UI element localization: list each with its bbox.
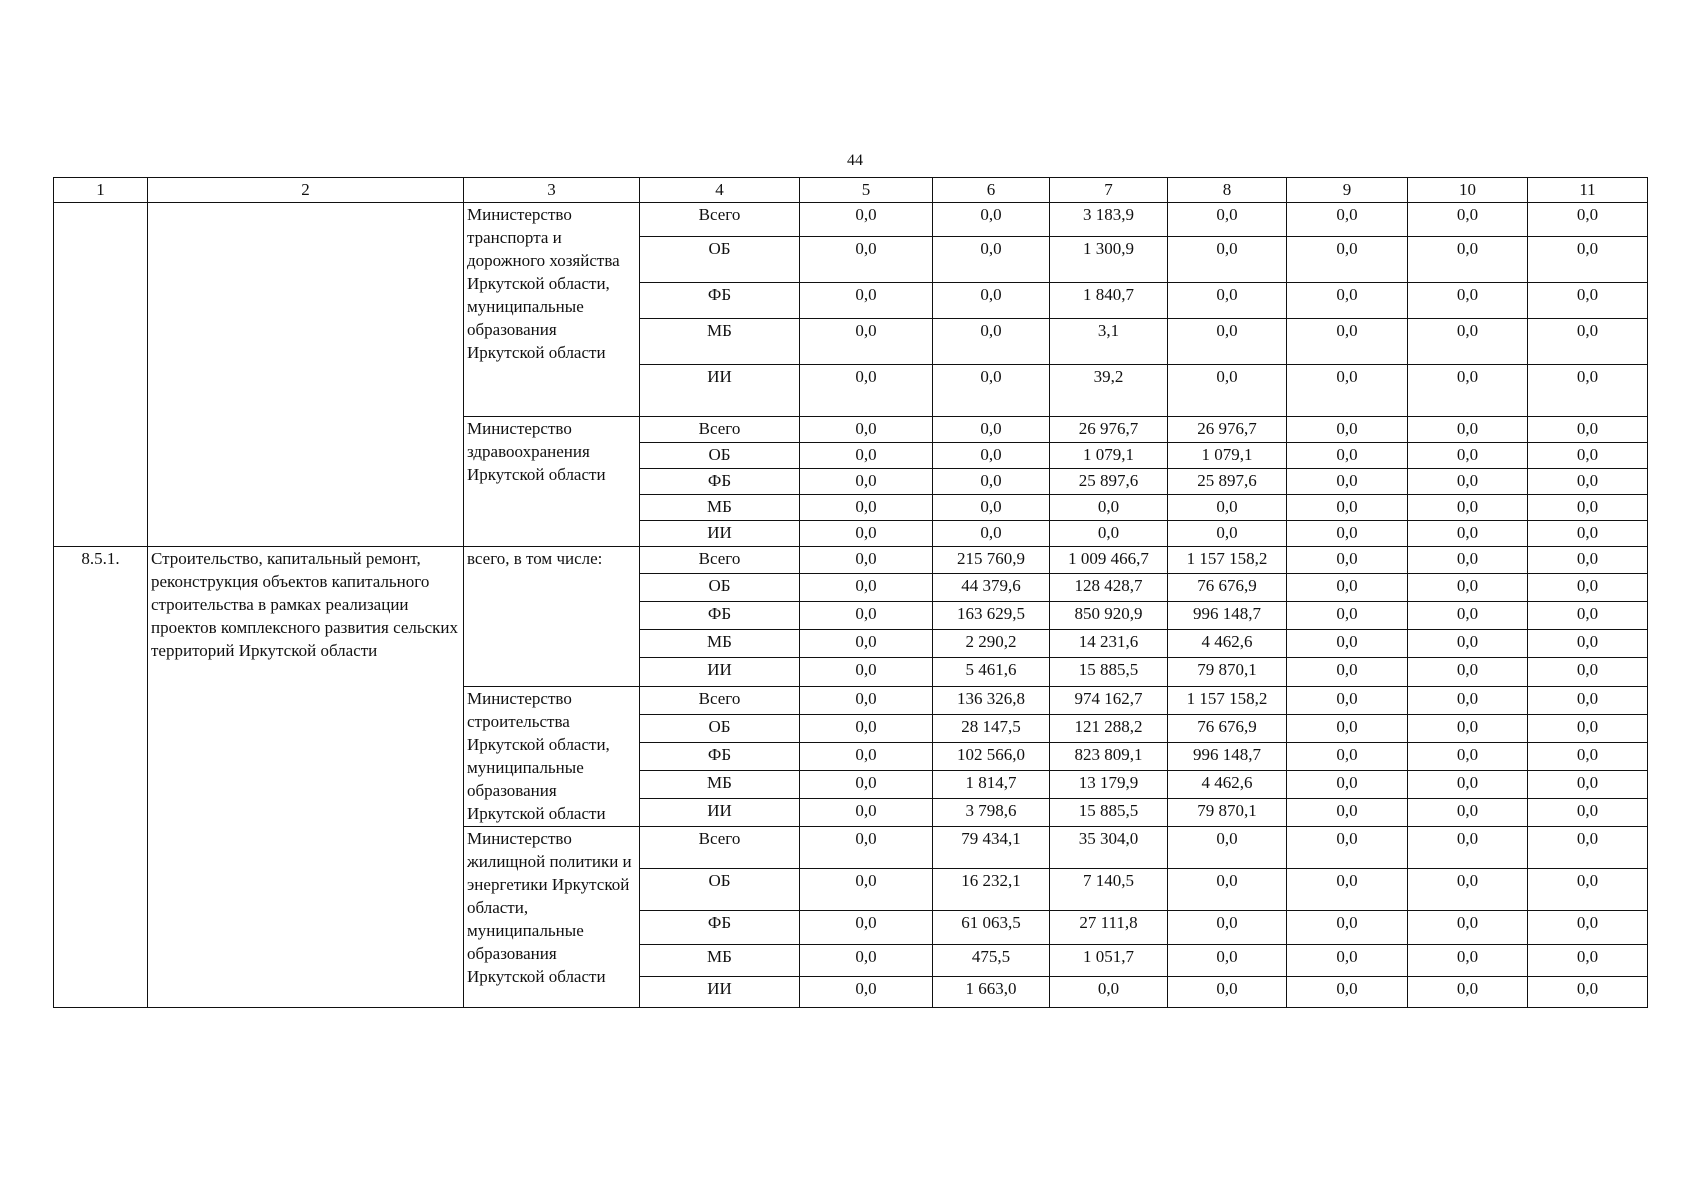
value-cell-col-10: 0,0 (1408, 658, 1528, 687)
value-cell-col-7: 15 885,5 (1050, 658, 1168, 687)
value-cell-col-10: 0,0 (1408, 827, 1528, 869)
value-cell-col-11: 0,0 (1528, 283, 1648, 319)
value-cell-col-11: 0,0 (1528, 495, 1648, 521)
column-header-2: 2 (148, 178, 464, 203)
value-cell-col-11: 0,0 (1528, 945, 1648, 977)
value-cell-col-9: 0,0 (1287, 319, 1408, 365)
value-cell-col-10: 0,0 (1408, 365, 1528, 417)
value-cell-col-8: 76 676,9 (1168, 574, 1287, 602)
value-cell-col-10: 0,0 (1408, 237, 1528, 283)
page-number: 44 (847, 152, 863, 169)
value-cell-col-7: 35 304,0 (1050, 827, 1168, 869)
value-cell-col-8: 0,0 (1168, 495, 1287, 521)
value-cell-col-5: 0,0 (800, 977, 933, 1008)
value-cell-col-7: 0,0 (1050, 495, 1168, 521)
value-cell-col-9: 0,0 (1287, 869, 1408, 911)
value-cell-col-6: 0,0 (933, 283, 1050, 319)
funding-source-cell: МБ (640, 319, 800, 365)
value-cell-col-11: 0,0 (1528, 547, 1648, 574)
value-cell-col-9: 0,0 (1287, 977, 1408, 1008)
value-cell-col-11: 0,0 (1528, 469, 1648, 495)
value-cell-col-10: 0,0 (1408, 443, 1528, 469)
value-cell-col-7: 121 288,2 (1050, 715, 1168, 743)
value-cell-col-9: 0,0 (1287, 715, 1408, 743)
value-cell-col-6: 0,0 (933, 319, 1050, 365)
value-cell-col-11: 0,0 (1528, 319, 1648, 365)
value-cell-col-11: 0,0 (1528, 443, 1648, 469)
value-cell-col-7: 1 009 466,7 (1050, 547, 1168, 574)
value-cell-col-5: 0,0 (800, 602, 933, 630)
budget-table (53, 177, 1648, 1008)
value-cell-col-9: 0,0 (1287, 687, 1408, 715)
value-cell-col-5: 0,0 (800, 827, 933, 869)
value-cell-col-10: 0,0 (1408, 869, 1528, 911)
value-cell-col-6: 61 063,5 (933, 911, 1050, 945)
value-cell-col-8: 0,0 (1168, 365, 1287, 417)
value-cell-col-11: 0,0 (1528, 365, 1648, 417)
value-cell-col-8: 1 157 158,2 (1168, 547, 1287, 574)
value-cell-col-7: 823 809,1 (1050, 743, 1168, 771)
value-cell-col-9: 0,0 (1287, 547, 1408, 574)
value-cell-col-9: 0,0 (1287, 469, 1408, 495)
value-cell-col-6: 5 461,6 (933, 658, 1050, 687)
value-cell-col-9: 0,0 (1287, 945, 1408, 977)
funding-source-cell: ОБ (640, 574, 800, 602)
value-cell-col-5: 0,0 (800, 630, 933, 658)
section-code: 8.5.1. (54, 547, 148, 1008)
value-cell-col-5: 0,0 (800, 799, 933, 827)
column-header-8: 8 (1168, 178, 1287, 203)
value-cell-col-7: 128 428,7 (1050, 574, 1168, 602)
value-cell-col-8: 79 870,1 (1168, 658, 1287, 687)
value-cell-col-11: 0,0 (1528, 237, 1648, 283)
value-cell-col-10: 0,0 (1408, 771, 1528, 799)
table-body (54, 203, 1648, 1008)
value-cell-col-6: 215 760,9 (933, 547, 1050, 574)
value-cell-col-9: 0,0 (1287, 658, 1408, 687)
value-cell-col-10: 0,0 (1408, 715, 1528, 743)
value-cell-col-10: 0,0 (1408, 469, 1528, 495)
value-cell-col-6: 16 232,1 (933, 869, 1050, 911)
section-name (148, 203, 464, 547)
value-cell-col-5: 0,0 (800, 771, 933, 799)
value-cell-col-7: 0,0 (1050, 977, 1168, 1008)
value-cell-col-9: 0,0 (1287, 203, 1408, 237)
value-cell-col-7: 1 079,1 (1050, 443, 1168, 469)
value-cell-col-11: 0,0 (1528, 715, 1648, 743)
value-cell-col-5: 0,0 (800, 365, 933, 417)
value-cell-col-7: 39,2 (1050, 365, 1168, 417)
value-cell-col-5: 0,0 (800, 469, 933, 495)
value-cell-col-10: 0,0 (1408, 417, 1528, 443)
value-cell-col-8: 996 148,7 (1168, 743, 1287, 771)
funding-source-cell: МБ (640, 771, 800, 799)
value-cell-col-7: 13 179,9 (1050, 771, 1168, 799)
value-cell-col-8: 4 462,6 (1168, 630, 1287, 658)
funding-source-cell: ФБ (640, 743, 800, 771)
value-cell-col-5: 0,0 (800, 945, 933, 977)
value-cell-col-7: 3 183,9 (1050, 203, 1168, 237)
value-cell-col-10: 0,0 (1408, 743, 1528, 771)
executor-cell: всего, в том числе: (464, 547, 640, 687)
value-cell-col-9: 0,0 (1287, 283, 1408, 319)
value-cell-col-10: 0,0 (1408, 977, 1528, 1008)
value-cell-col-11: 0,0 (1528, 574, 1648, 602)
value-cell-col-10: 0,0 (1408, 602, 1528, 630)
value-cell-col-6: 0,0 (933, 237, 1050, 283)
value-cell-col-8: 996 148,7 (1168, 602, 1287, 630)
value-cell-col-5: 0,0 (800, 495, 933, 521)
funding-source-cell: ФБ (640, 911, 800, 945)
funding-source-cell: ИИ (640, 658, 800, 687)
value-cell-col-9: 0,0 (1287, 574, 1408, 602)
value-cell-col-6: 0,0 (933, 521, 1050, 547)
value-cell-col-9: 0,0 (1287, 911, 1408, 945)
funding-source-cell: МБ (640, 495, 800, 521)
funding-source-cell: ИИ (640, 365, 800, 417)
value-cell-col-8: 0,0 (1168, 869, 1287, 911)
value-cell-col-8: 26 976,7 (1168, 417, 1287, 443)
value-cell-col-7: 1 051,7 (1050, 945, 1168, 977)
value-cell-col-6: 44 379,6 (933, 574, 1050, 602)
value-cell-col-6: 3 798,6 (933, 799, 1050, 827)
value-cell-col-9: 0,0 (1287, 521, 1408, 547)
value-cell-col-7: 1 300,9 (1050, 237, 1168, 283)
executor-cell: Министерство строительства Иркутской области, муниципальные образования Иркутской области (464, 687, 640, 827)
value-cell-col-11: 0,0 (1528, 771, 1648, 799)
funding-source-cell: Всего (640, 203, 800, 237)
value-cell-col-8: 0,0 (1168, 945, 1287, 977)
value-cell-col-10: 0,0 (1408, 945, 1528, 977)
value-cell-col-9: 0,0 (1287, 417, 1408, 443)
value-cell-col-10: 0,0 (1408, 203, 1528, 237)
value-cell-col-7: 14 231,6 (1050, 630, 1168, 658)
value-cell-col-5: 0,0 (800, 911, 933, 945)
value-cell-col-6: 163 629,5 (933, 602, 1050, 630)
value-cell-col-8: 0,0 (1168, 827, 1287, 869)
value-cell-col-8: 0,0 (1168, 203, 1287, 237)
funding-source-cell: МБ (640, 630, 800, 658)
value-cell-col-6: 0,0 (933, 443, 1050, 469)
value-cell-col-8: 0,0 (1168, 977, 1287, 1008)
value-cell-col-8: 1 079,1 (1168, 443, 1287, 469)
value-cell-col-11: 0,0 (1528, 827, 1648, 869)
value-cell-col-6: 1 814,7 (933, 771, 1050, 799)
value-cell-col-7: 7 140,5 (1050, 869, 1168, 911)
value-cell-col-5: 0,0 (800, 715, 933, 743)
funding-source-cell: МБ (640, 945, 800, 977)
funding-source-cell: ОБ (640, 237, 800, 283)
value-cell-col-9: 0,0 (1287, 237, 1408, 283)
value-cell-col-5: 0,0 (800, 658, 933, 687)
column-header-7: 7 (1050, 178, 1168, 203)
value-cell-col-6: 0,0 (933, 495, 1050, 521)
column-header-4: 4 (640, 178, 800, 203)
value-cell-col-6: 2 290,2 (933, 630, 1050, 658)
funding-source-cell: ИИ (640, 799, 800, 827)
column-header-10: 10 (1408, 178, 1528, 203)
value-cell-col-8: 0,0 (1168, 521, 1287, 547)
value-cell-col-6: 0,0 (933, 469, 1050, 495)
value-cell-col-11: 0,0 (1528, 977, 1648, 1008)
value-cell-col-11: 0,0 (1528, 911, 1648, 945)
value-cell-col-10: 0,0 (1408, 574, 1528, 602)
value-cell-col-5: 0,0 (800, 237, 933, 283)
value-cell-col-7: 26 976,7 (1050, 417, 1168, 443)
value-cell-col-7: 850 920,9 (1050, 602, 1168, 630)
value-cell-col-8: 79 870,1 (1168, 799, 1287, 827)
value-cell-col-9: 0,0 (1287, 827, 1408, 869)
value-cell-col-7: 974 162,7 (1050, 687, 1168, 715)
value-cell-col-8: 0,0 (1168, 319, 1287, 365)
value-cell-col-6: 0,0 (933, 203, 1050, 237)
value-cell-col-7: 25 897,6 (1050, 469, 1168, 495)
value-cell-col-6: 475,5 (933, 945, 1050, 977)
value-cell-col-5: 0,0 (800, 687, 933, 715)
value-cell-col-7: 15 885,5 (1050, 799, 1168, 827)
value-cell-col-8: 0,0 (1168, 237, 1287, 283)
value-cell-col-10: 0,0 (1408, 547, 1528, 574)
value-cell-col-11: 0,0 (1528, 658, 1648, 687)
value-cell-col-9: 0,0 (1287, 630, 1408, 658)
executor-cell: Министерство здравоохранения Иркутской области (464, 417, 640, 547)
column-header-5: 5 (800, 178, 933, 203)
value-cell-col-7: 3,1 (1050, 319, 1168, 365)
value-cell-col-6: 28 147,5 (933, 715, 1050, 743)
funding-source-cell: ОБ (640, 715, 800, 743)
funding-source-cell: ФБ (640, 469, 800, 495)
column-header-3: 3 (464, 178, 640, 203)
funding-source-cell: Всего (640, 417, 800, 443)
value-cell-col-9: 0,0 (1287, 443, 1408, 469)
value-cell-col-10: 0,0 (1408, 630, 1528, 658)
table-row (54, 203, 1648, 237)
value-cell-col-11: 0,0 (1528, 743, 1648, 771)
value-cell-col-7: 0,0 (1050, 521, 1168, 547)
value-cell-col-10: 0,0 (1408, 283, 1528, 319)
value-cell-col-10: 0,0 (1408, 319, 1528, 365)
value-cell-col-5: 0,0 (800, 443, 933, 469)
value-cell-col-10: 0,0 (1408, 911, 1528, 945)
value-cell-col-9: 0,0 (1287, 799, 1408, 827)
value-cell-col-9: 0,0 (1287, 602, 1408, 630)
value-cell-col-9: 0,0 (1287, 495, 1408, 521)
value-cell-col-8: 76 676,9 (1168, 715, 1287, 743)
funding-source-cell: Всего (640, 687, 800, 715)
column-header-1: 1 (54, 178, 148, 203)
value-cell-col-6: 1 663,0 (933, 977, 1050, 1008)
value-cell-col-5: 0,0 (800, 319, 933, 365)
value-cell-col-10: 0,0 (1408, 799, 1528, 827)
value-cell-col-6: 79 434,1 (933, 827, 1050, 869)
value-cell-col-5: 0,0 (800, 203, 933, 237)
section-name: Строительство, капитальный ремонт, реконструкция объектов капитального строительства в рамках реализации проектов комплексного развития сельских территорий Иркутской области (148, 547, 464, 1008)
value-cell-col-8: 0,0 (1168, 911, 1287, 945)
value-cell-col-5: 0,0 (800, 574, 933, 602)
value-cell-col-7: 27 111,8 (1050, 911, 1168, 945)
executor-cell: Министерство жилищной политики и энергетики Иркутской области, муниципальные образования Иркутской области (464, 827, 640, 1008)
value-cell-col-6: 102 566,0 (933, 743, 1050, 771)
funding-source-cell: Всего (640, 547, 800, 574)
funding-source-cell: ИИ (640, 977, 800, 1008)
value-cell-col-5: 0,0 (800, 521, 933, 547)
value-cell-col-11: 0,0 (1528, 687, 1648, 715)
value-cell-col-5: 0,0 (800, 417, 933, 443)
column-header-11: 11 (1528, 178, 1648, 203)
table-row (54, 547, 1648, 574)
funding-source-cell: ФБ (640, 283, 800, 319)
column-header-row (54, 178, 1648, 203)
value-cell-col-6: 136 326,8 (933, 687, 1050, 715)
value-cell-col-5: 0,0 (800, 547, 933, 574)
value-cell-col-11: 0,0 (1528, 521, 1648, 547)
value-cell-col-10: 0,0 (1408, 687, 1528, 715)
value-cell-col-5: 0,0 (800, 869, 933, 911)
value-cell-col-6: 0,0 (933, 365, 1050, 417)
value-cell-col-5: 0,0 (800, 743, 933, 771)
column-header-9: 9 (1287, 178, 1408, 203)
value-cell-col-9: 0,0 (1287, 771, 1408, 799)
value-cell-col-10: 0,0 (1408, 495, 1528, 521)
value-cell-col-8: 1 157 158,2 (1168, 687, 1287, 715)
value-cell-col-9: 0,0 (1287, 743, 1408, 771)
column-header-6: 6 (933, 178, 1050, 203)
funding-source-cell: ИИ (640, 521, 800, 547)
value-cell-col-11: 0,0 (1528, 869, 1648, 911)
value-cell-col-11: 0,0 (1528, 203, 1648, 237)
section-code (54, 203, 148, 547)
funding-source-cell: ОБ (640, 869, 800, 911)
value-cell-col-11: 0,0 (1528, 602, 1648, 630)
funding-source-cell: ФБ (640, 602, 800, 630)
value-cell-col-7: 1 840,7 (1050, 283, 1168, 319)
value-cell-col-10: 0,0 (1408, 521, 1528, 547)
value-cell-col-8: 0,0 (1168, 283, 1287, 319)
funding-source-cell: ОБ (640, 443, 800, 469)
executor-cell: Министерство транспорта и дорожного хозяйства Иркутской области, муниципальные образования Иркутской области (464, 203, 640, 417)
funding-source-cell: Всего (640, 827, 800, 869)
value-cell-col-11: 0,0 (1528, 630, 1648, 658)
value-cell-col-8: 4 462,6 (1168, 771, 1287, 799)
value-cell-col-11: 0,0 (1528, 799, 1648, 827)
value-cell-col-8: 25 897,6 (1168, 469, 1287, 495)
value-cell-col-9: 0,0 (1287, 365, 1408, 417)
value-cell-col-6: 0,0 (933, 417, 1050, 443)
value-cell-col-5: 0,0 (800, 283, 933, 319)
value-cell-col-11: 0,0 (1528, 417, 1648, 443)
